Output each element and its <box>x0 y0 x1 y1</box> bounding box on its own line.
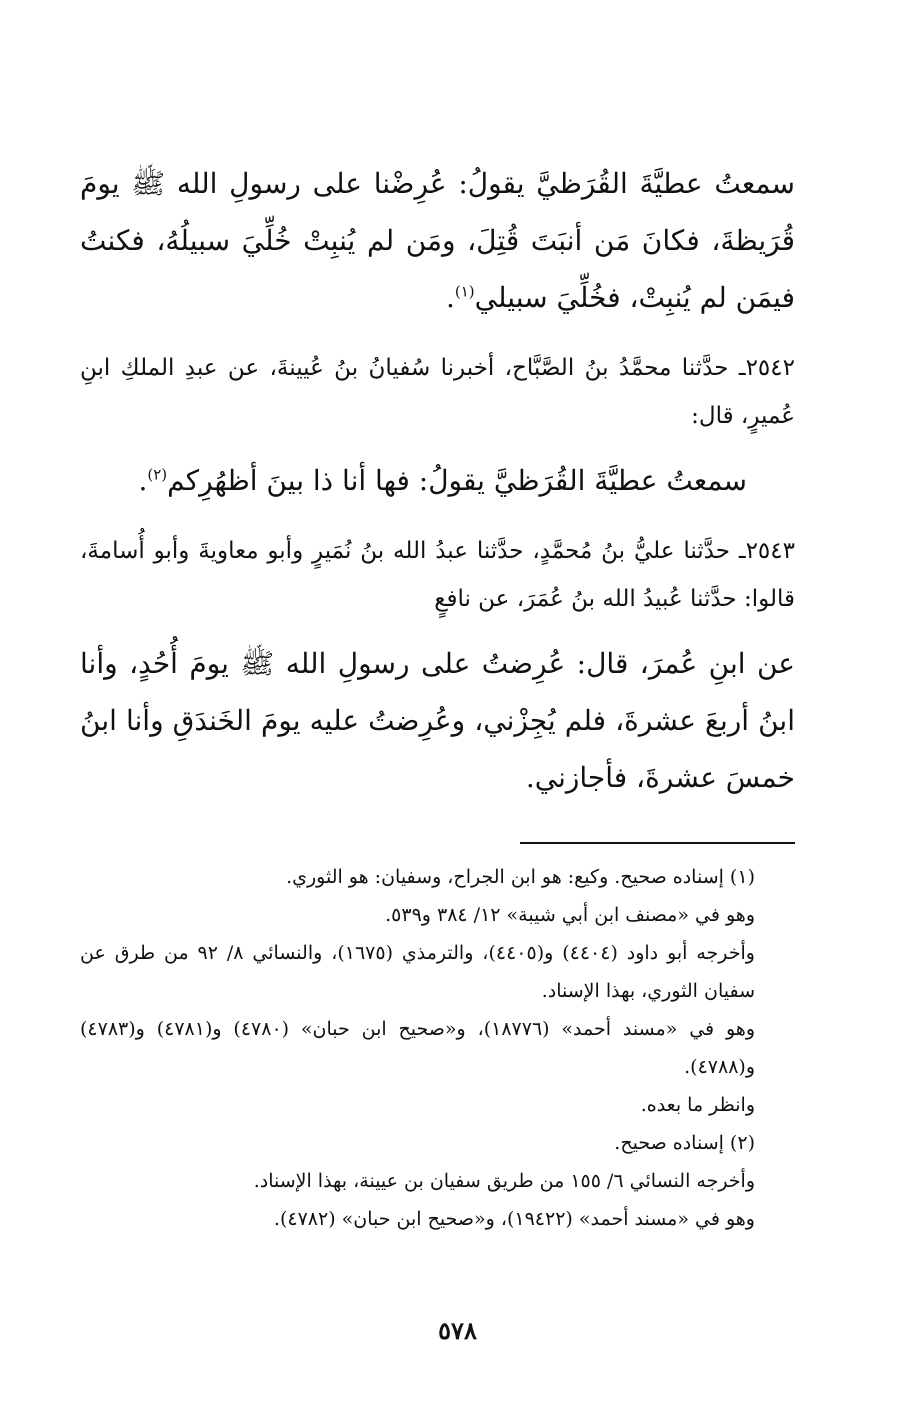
hadith-text-1-body: سمعتُ عطيَّةَ القُرَظيَّ يقولُ: عُرِضْنا على رسولِ الله ﷺ يومَ قُرَيظةَ، فكانَ مَن أنبَتَ قُتِلَ، ومَن لم يُنبِتْ خُلِّيَ سبيلُهُ، فكنتُ فيمَن لم يُنبِتْ، فخُلِّيَ سبيلي <box>80 167 795 314</box>
page-number: ٥٧٨ <box>438 1316 477 1345</box>
footnote-separator <box>520 842 795 844</box>
footnote-line: وأخرجه النسائي ٦/ ١٥٥ من طريق سفيان بن عيينة، بهذا الإسناد. <box>253 1170 755 1192</box>
footnote-2: (٢) إسناده صحيح. <box>614 1132 755 1154</box>
main-text <box>80 155 795 806</box>
footnote-ref-2: (٢) <box>147 465 168 484</box>
footnote-line: وانظر ما بعده. <box>640 1094 755 1116</box>
hadith-text-1-end: . <box>445 281 455 314</box>
footnote-line: وهو في «مسند أحمد» (١٩٤٢٢)، و«صحيح ابن حبان» (٤٧٨٢). <box>273 1208 755 1230</box>
footnotes <box>80 858 795 1238</box>
hadith-text-1 <box>80 155 795 326</box>
isnad-2542: ٢٥٤٢ـ حدَّثنا محمَّدُ بنُ الصَّبَّاح، أخبرنا سُفيانُ بنُ عُيينةَ، عن عبدِ الملكِ ابنِ عُميرٍ، قال: <box>80 355 795 429</box>
footnote-line: وهو في «مصنف ابن أبي شيبة» ١٢/ ٣٨٤ و٥٣٩. <box>385 904 755 926</box>
hadith-text-2-body: سمعتُ عطيَّةَ القُرَظيَّ يقولُ: فها أنا ذا بينَ أظهُرِكم <box>167 464 747 497</box>
footnote-ref-1: (١) <box>454 282 475 301</box>
footnote-line: وهو في «مسند أحمد» (١٨٧٧٦)، و«صحيح ابن حبان» (٤٧٨٠) و(٤٧٨١) و(٤٧٨٣) و(٤٧٨٨). <box>80 1018 756 1078</box>
footnote-1: (١) إسناده صحيح. وكيع: هو ابن الجراح، وسفيان: هو الثوري. <box>286 866 755 888</box>
hadith-text-3: عن ابنِ عُمرَ، قال: عُرِضتُ على رسولِ الله ﷺ يومَ أُحُدٍ، وأنا ابنُ أربعَ عشرةَ، فلم يُجِزْني، وعُرِضتُ عليه يومَ الخَندَقِ وأنا ابنُ خمسَ عشرةَ، فأجازني. <box>80 647 796 794</box>
footnote-line: وأخرجه أبو داود (٤٤٠٤) و(٤٤٠٥)، والترمذي (١٦٧٥)، والنسائي ٨/ ٩٢ من طرق عن سفيان الثوري، بهذا الإسناد. <box>80 942 755 1002</box>
hadith-text-2-end: . <box>138 464 148 497</box>
isnad-2543: ٢٥٤٣ـ حدَّثنا عليُّ بنُ مُحمَّدٍ، حدَّثنا عبدُ الله بنُ نُمَيرٍ وأبو معاويةَ وأبو أُسامةَ، قالوا: حدَّثنا عُبيدُ الله بنُ عُمَرَ، عن نافعٍ <box>80 538 795 612</box>
hadith-text-2 <box>80 452 795 509</box>
